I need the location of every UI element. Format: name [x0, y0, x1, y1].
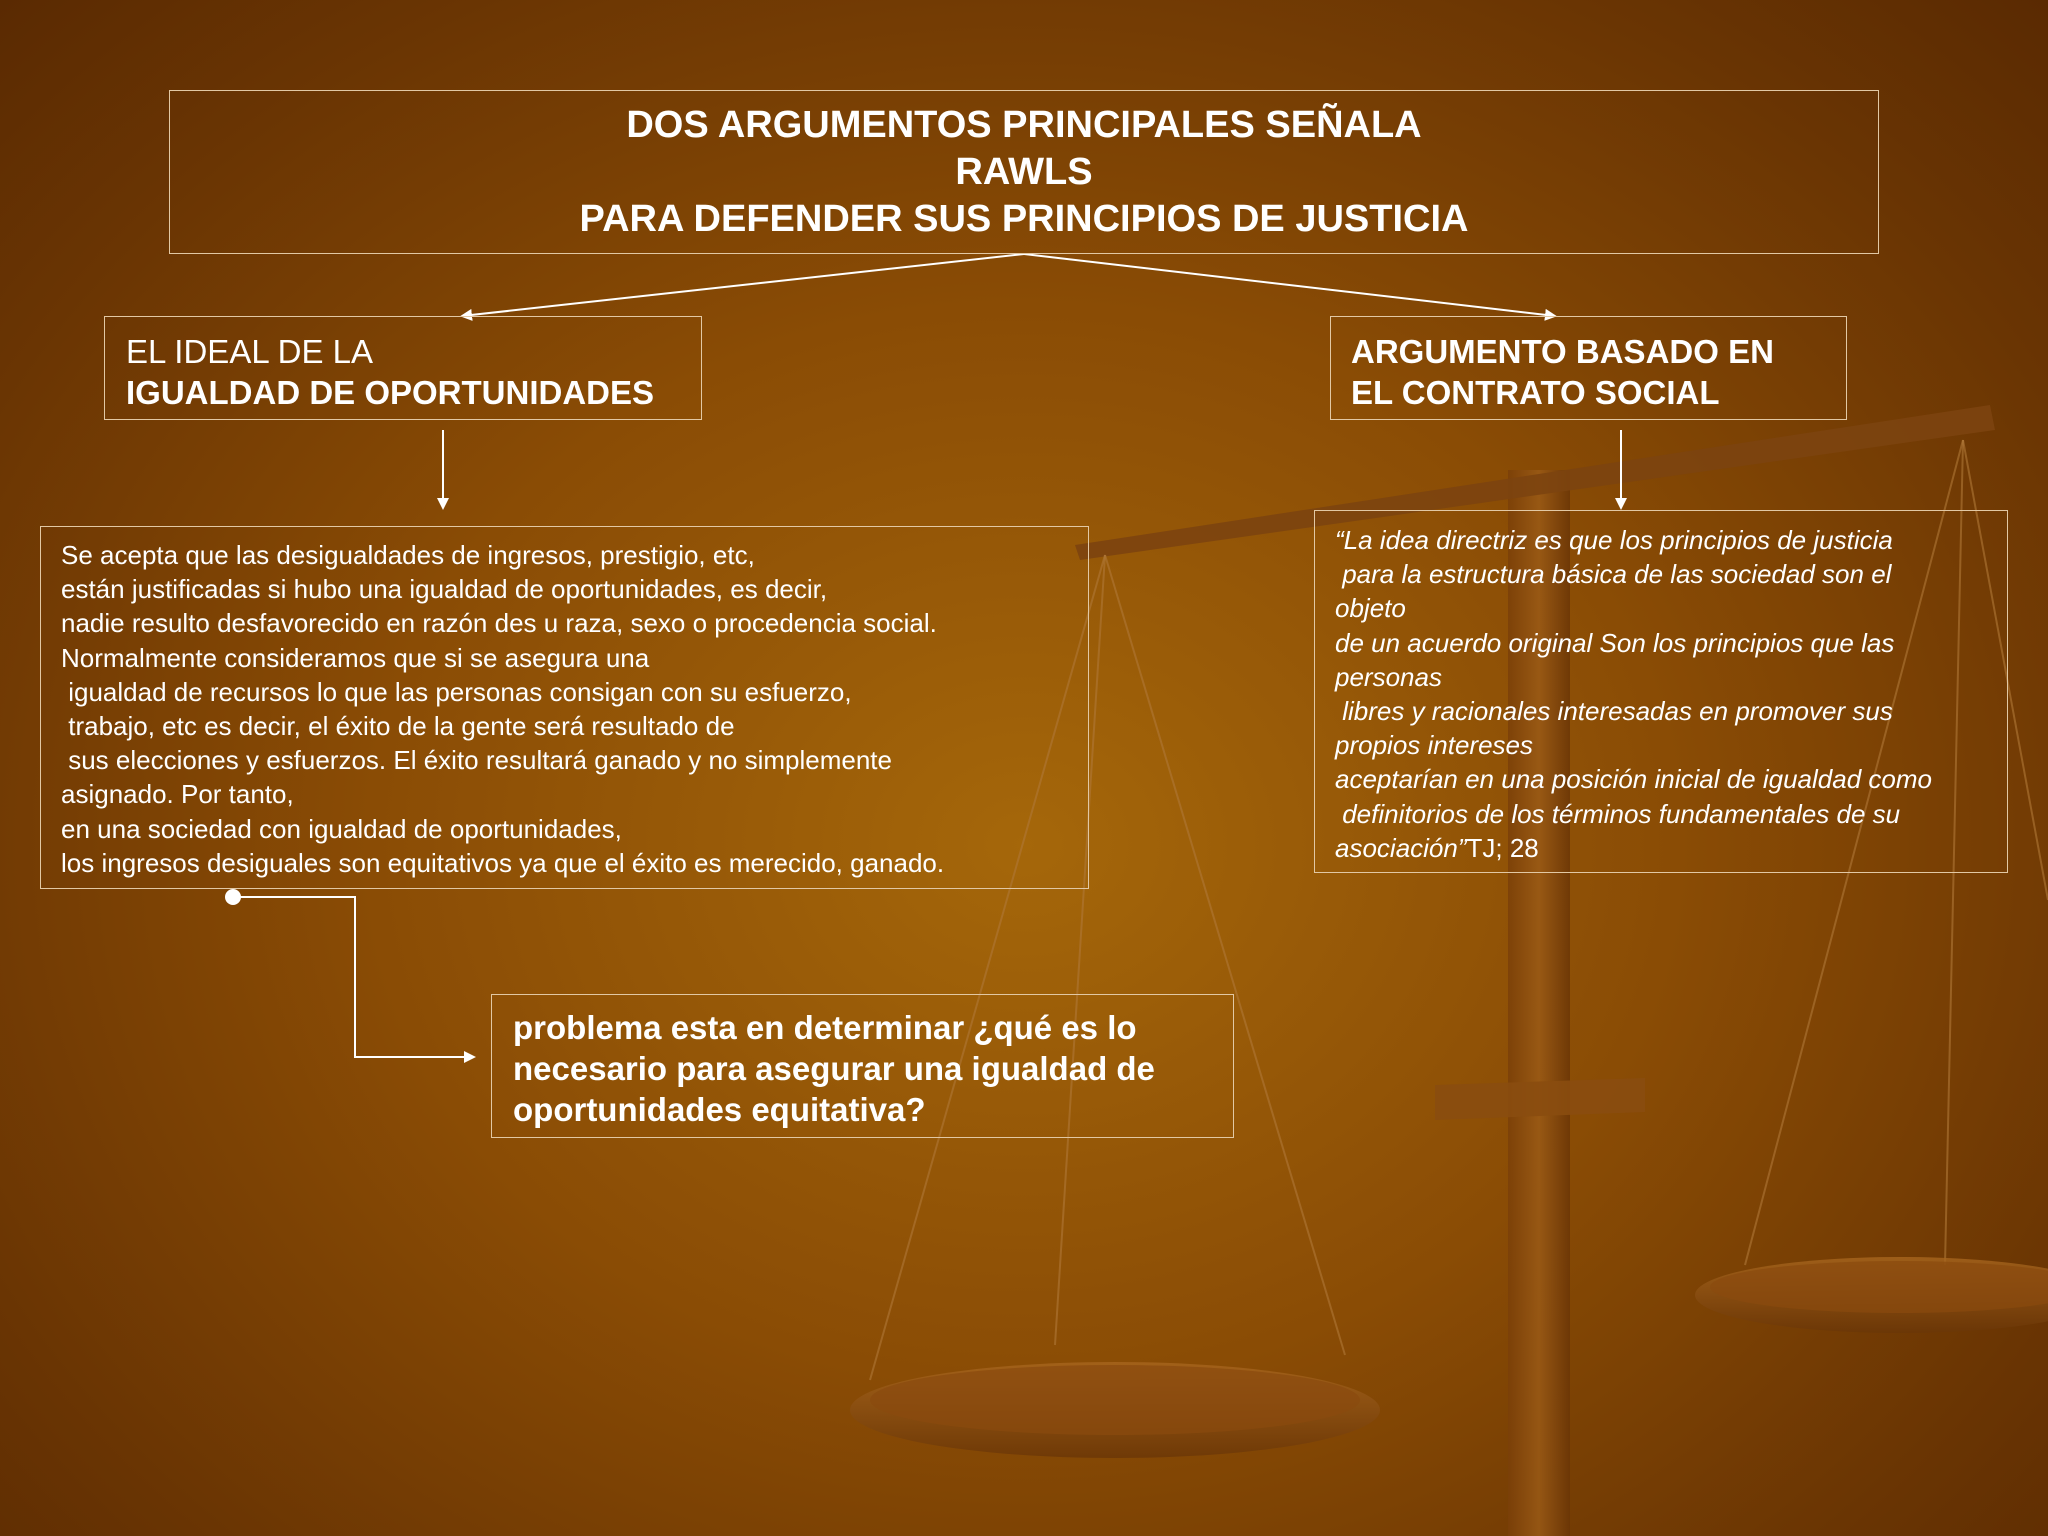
quote-line: libres y racionales interesadas en promover sus	[1335, 696, 1893, 727]
equal-opportunity-heading-box	[104, 316, 702, 420]
question-line-2: necesario para asegurar una igualdad de	[513, 1050, 1155, 1087]
left-body-line: los ingresos desiguales son equitativos ya que el éxito es merecido, ganado.	[61, 847, 945, 878]
question-line-3: oportunidades equitativa?	[513, 1091, 926, 1128]
quote-line: personas	[1335, 661, 1442, 692]
left-body-line: trabajo, etc es decir, el éxito de la gente será resultado de	[61, 711, 735, 742]
equal-opportunity-text-box	[40, 526, 1089, 889]
quote-line: definitorios de los términos fundamentales de su	[1335, 798, 1901, 829]
quote-last-line	[1335, 831, 2007, 865]
quote-line: para la estructura básica de las sociedad son el	[1335, 559, 1892, 590]
left-body-line: Normalmente consideramos que si se asegura una	[61, 642, 650, 673]
quote-line-end: asociación”	[1335, 832, 1467, 863]
main-title-box	[169, 90, 1879, 254]
question-line-1: problema esta en determinar ¿qué es lo	[513, 1009, 1137, 1046]
title-line-3: PARA DEFENDER SUS PRINCIPIOS DE JUSTICIA	[579, 197, 1469, 240]
right-heading-line-2: EL CONTRATO SOCIAL	[1351, 374, 1720, 411]
left-body-line: igualdad de recursos lo que las personas consigan con su esfuerzo,	[61, 676, 852, 707]
quote-line: “La idea directriz es que los principios de justicia	[1335, 525, 1893, 555]
left-body-line: asignado. Por tanto,	[61, 779, 294, 810]
quote-line: objeto	[1335, 593, 1406, 624]
left-body-line: en una sociedad con igualdad de oportunidades,	[61, 813, 622, 844]
left-body-line: Se acepta que las desigualdades de ingresos, prestigio, etc,	[61, 540, 755, 570]
question-box	[491, 994, 1234, 1138]
quote-line: de un acuerdo original Son los principios que las	[1335, 627, 1895, 658]
right-heading-line-1: ARGUMENTO BASADO EN	[1351, 333, 1774, 370]
social-contract-heading-box	[1330, 316, 1847, 420]
left-body-line: están justificadas si hubo una igualdad de oportunidades, es decir,	[61, 574, 828, 605]
title-line-2: RAWLS	[955, 150, 1093, 193]
title-line-1: DOS ARGUMENTOS PRINCIPALES SEÑALA	[626, 103, 1422, 146]
left-body-line: nadie resulto desfavorecido en razón des u raza, sexo o procedencia social.	[61, 608, 937, 639]
quote-line: aceptarían en una posición inicial de igualdad como	[1335, 764, 1932, 795]
social-contract-quote-box	[1314, 510, 2008, 873]
left-body-line: sus elecciones y esfuerzos. El éxito resultará ganado y no simplemente	[61, 745, 892, 776]
left-heading-line-1: EL IDEAL DE LA	[126, 333, 374, 370]
quote-line: propios intereses	[1335, 730, 1533, 761]
left-heading-line-2: IGUALDAD DE OPORTUNIDADES	[126, 374, 655, 411]
quote-reference: TJ; 28	[1466, 832, 1539, 863]
